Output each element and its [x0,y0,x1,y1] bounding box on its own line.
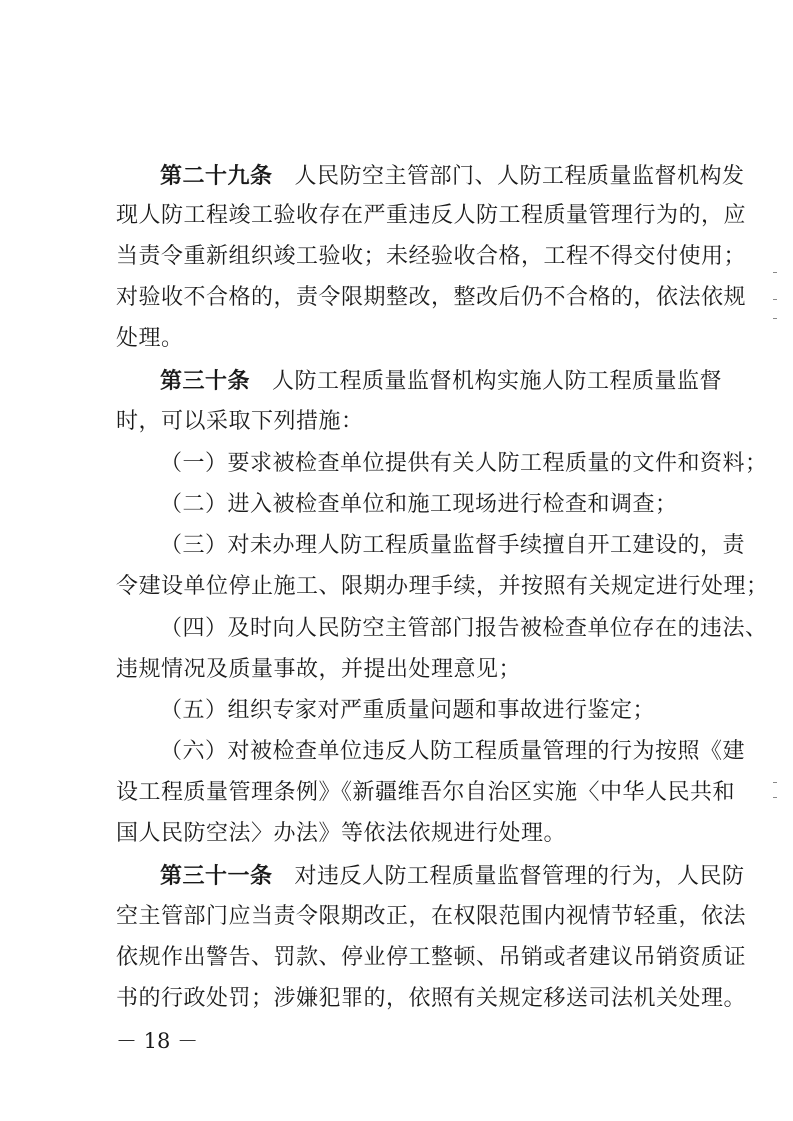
article-29-line-3: 当责令重新组织竣工验收；未经验收合格，工程不得交付使用； [116,244,747,269]
article-30-item-3-line-2: 令建设单位停止施工、限期办理手续，并按照有关规定进行处理； [116,574,769,599]
article-29-heading: 第二十九条 [160,163,273,189]
article-29-line-2: 现人防工程竣工验收存在严重违反人防工程质量管理行为的，应 [116,203,747,228]
scan-speck [773,299,777,300]
article-29-line-4: 对验收不合格的，责令限期整改，整改后仍不合格的，依法依规 [116,285,747,310]
article-29-line-5: 处理。 [116,326,184,351]
scan-speck [773,797,777,798]
article-31-text: 对违反人防工程质量监督管理的行为，人民防 [294,864,745,889]
article-30-text: 人防工程质量监督机构实施人防工程质量监督 [272,369,723,394]
article-30-item-3-line-1: （三）对未办理人防工程质量监督手续擅自开工建设的，责 [160,533,746,558]
scan-speck [773,782,777,783]
article-30-line-1 [160,366,723,396]
article-30-item-4-line-2: 违规情况及质量事故，并提出处理意见； [116,657,522,682]
article-30-item-6-line-1: （六）对被检查单位违反人防工程质量管理的行为按照《建 [160,739,746,764]
article-30-item-6-line-2: 设工程质量管理条例》《新疆维吾尔自治区实施〈中华人民共和 [116,780,736,805]
article-30-line-2: 时，可以采取下列措施： [116,409,364,434]
article-30-item-6-line-3: 国人民防空法〉办法》等依法依规进行处理。 [116,821,567,846]
article-31-line-2: 空主管部门应当责令限期改正，在权限范围内视情节轻重，依法 [116,904,747,929]
article-31-line-4: 书的行政处罚；涉嫌犯罪的，依照有关规定移送司法机关处理。 [116,986,747,1011]
article-30-item-2: （二）进入被检查单位和施工现场进行检查和调查； [160,492,678,517]
article-30-heading: 第三十条 [160,368,251,394]
article-29-line-1 [160,161,745,191]
page-number: － 18 － [116,1029,199,1053]
scan-speck [773,272,777,273]
article-31-line-3: 依规作出警告、罚款、停业停工整顿、吊销或者建议吊销资质证 [116,945,747,970]
article-29-text: 人民防空主管部门、人防工程质量监督机构发 [294,164,745,189]
article-30-item-1: （一）要求被检查单位提供有关人防工程质量的文件和资料； [160,451,768,476]
article-31-line-1 [160,861,745,891]
article-30-item-4-line-1: （四）及时向人民防空主管部门报告被检查单位存在的违法、 [160,616,768,641]
article-30-item-5: （五）组织专家对严重质量问题和事故进行鉴定； [160,698,656,723]
scan-speck [773,318,777,319]
article-31-heading: 第三十一条 [160,863,273,889]
